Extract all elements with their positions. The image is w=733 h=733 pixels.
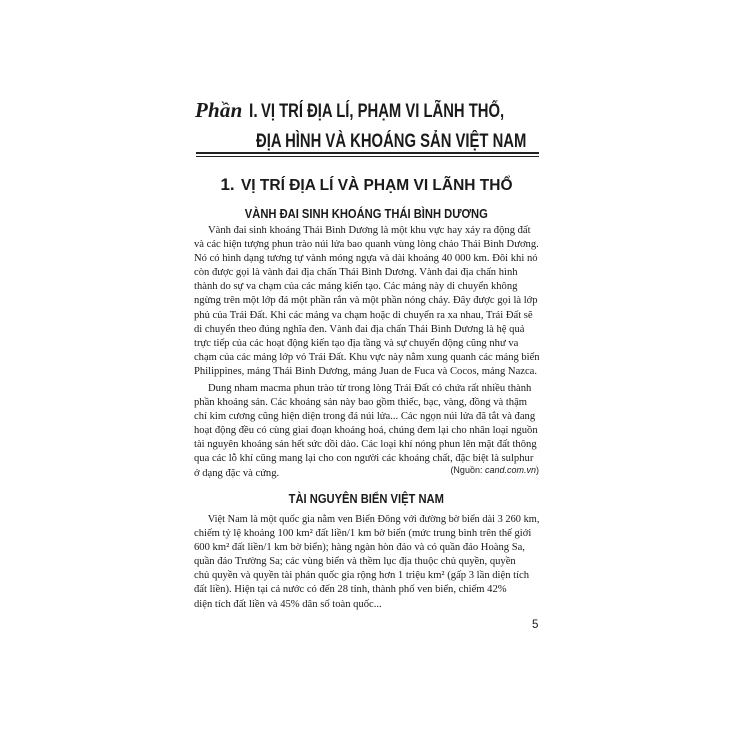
paragraph-line: chiếm tỷ lệ khoảng 100 km² đất liền/1 km bờ biển (mức trung bình trên thế giới — [194, 528, 532, 540]
header-rule-thick — [196, 152, 539, 154]
article-paragraph-1 — [194, 224, 540, 379]
source-prefix: (Nguồn: — [450, 465, 485, 475]
paragraph-line: hoạt động đều có cùng giai đoạn khoáng hoá, chúng đem lại cho nhân loại nguồn — [194, 425, 538, 437]
paragraph-line: ngừng trên một lớp đá một phần rắn và một phần nóng chảy. Đây được gọi là lớp — [194, 295, 538, 307]
paragraph-line: chạm của các mảng lớp vỏ Trái Đất. Khu vực này nằm xung quanh các mảng biển — [194, 351, 540, 363]
section-title — [0, 175, 733, 195]
part-header — [195, 98, 555, 153]
source-site: cand.com.vn — [484, 465, 536, 475]
section-title-text: VỊ TRÍ ĐỊA LÍ VÀ PHẠM VI LÃNH THỔ — [240, 177, 513, 194]
page-number: 5 — [532, 619, 539, 631]
paragraph-line: tài nguyên khoáng sản hết sức dồi dào. Các loại khí nóng phun lên mặt đất thông — [194, 439, 537, 451]
paragraph-line: Philippines, mảng Thái Bình Dương, mảng Juan de Fuca và Cocos, mảng Nazca. — [194, 365, 538, 377]
paragraph-line: chủ quyền và quyền tài phán quốc gia rộng hơn 1 triệu km² (gấp 3 lần diện tích — [194, 570, 530, 582]
part-label: Phần — [195, 98, 243, 122]
part-title-line1 — [195, 98, 555, 123]
article-heading-ring-of-fire — [0, 206, 733, 221]
header-rule-thin — [196, 156, 539, 157]
part-number: I. — [248, 101, 258, 122]
paragraph-line: quần đảo Trường Sa; các vùng biển và thềm lục địa thuộc chủ quyền, quyền — [194, 556, 516, 568]
paragraph-line: Dung nham macma phun trào từ trong lòng Trái Đất có chứa rất nhiều thành — [208, 383, 532, 394]
article-heading-text: VÀNH ĐAI SINH KHOÁNG THÁI BÌNH DƯƠNG — [244, 206, 489, 221]
paragraph-line: Nó có hình dạng tương tự vành móng ngựa và dài khoảng 40 000 km. Đôi khi nó — [194, 253, 538, 265]
paragraph-line: còn được gọi là vành đai địa chấn Thái Bình Dương. Vành đai địa chấn hình — [194, 267, 518, 279]
paragraph-line: chí kim cương cũng hiện diện trong đá núi lửa... Các ngọn núi lửa đã tắt và đang — [194, 411, 536, 423]
part-title-first: VỊ TRÍ ĐỊA LÍ, PHẠM VI LÃNH THỔ, — [261, 101, 505, 122]
paragraph-line: di chuyển theo đúng nghĩa đen. Vành đai địa chấn Thái Bình Dương là hệ quả — [194, 323, 525, 335]
source-citation — [450, 465, 539, 475]
part-title-second: ĐỊA HÌNH VÀ KHOÁNG SẢN VIỆT NAM — [256, 131, 527, 152]
paragraph-line: qua các lỗ khí cũng mang lại cho con người các khoáng chất, đặc biệt là sulphur — [194, 453, 534, 465]
article-heading-sea-resources — [0, 491, 733, 506]
paragraph-line: đất liền). Hiện tại cả nước có đến 28 tỉnh, thành phố ven biển, chiếm 42% — [194, 584, 507, 596]
source-suffix: ) — [536, 465, 539, 475]
paragraph-line: phủ của Trái Đất. Khi các mảng va chạm hoặc di chuyển ra xa nhau, Trái Đất sẽ — [194, 309, 533, 321]
paragraph-line: 600 km² đất liền/1 km bờ biển); hàng ngàn hòn đảo và có quần đảo Hoàng Sa, — [194, 542, 525, 554]
paragraph-line: và các hiện tượng phun trào núi lửa bao quanh vùng lòng chảo Thái Bình Dương. — [194, 239, 539, 251]
section-number: 1. — [220, 175, 235, 194]
paragraph-line: ở dạng đặc và cứng. — [194, 467, 280, 479]
paragraph-line: thành do sự va chạm của các mảng kiến tạo. Các mảng này di chuyển không — [194, 281, 518, 293]
article-paragraph-3 — [194, 513, 540, 612]
article-heading-text: TÀI NGUYÊN BIỂN VIỆT NAM — [288, 491, 445, 506]
paragraph-line: diện tích đất liền và 45% dân số toàn quốc... — [194, 598, 382, 610]
paragraph-line: Việt Nam là một quốc gia nằm ven Biển Đông với đường bờ biển dài 3 260 km, — [207, 514, 540, 525]
paragraph-line: Vành đai sinh khoáng Thái Bình Dương là một khu vực hay xảy ra động đất — [208, 225, 531, 236]
paragraph-line: phần khoáng sản. Các khoáng sản này bao gồm thiếc, bạc, vàng, đồng và thậm — [194, 397, 528, 409]
paragraph-line: trực tiếp của các hoạt động kiến tạo địa tầng và sự chuyển động cũng như va — [194, 337, 519, 349]
